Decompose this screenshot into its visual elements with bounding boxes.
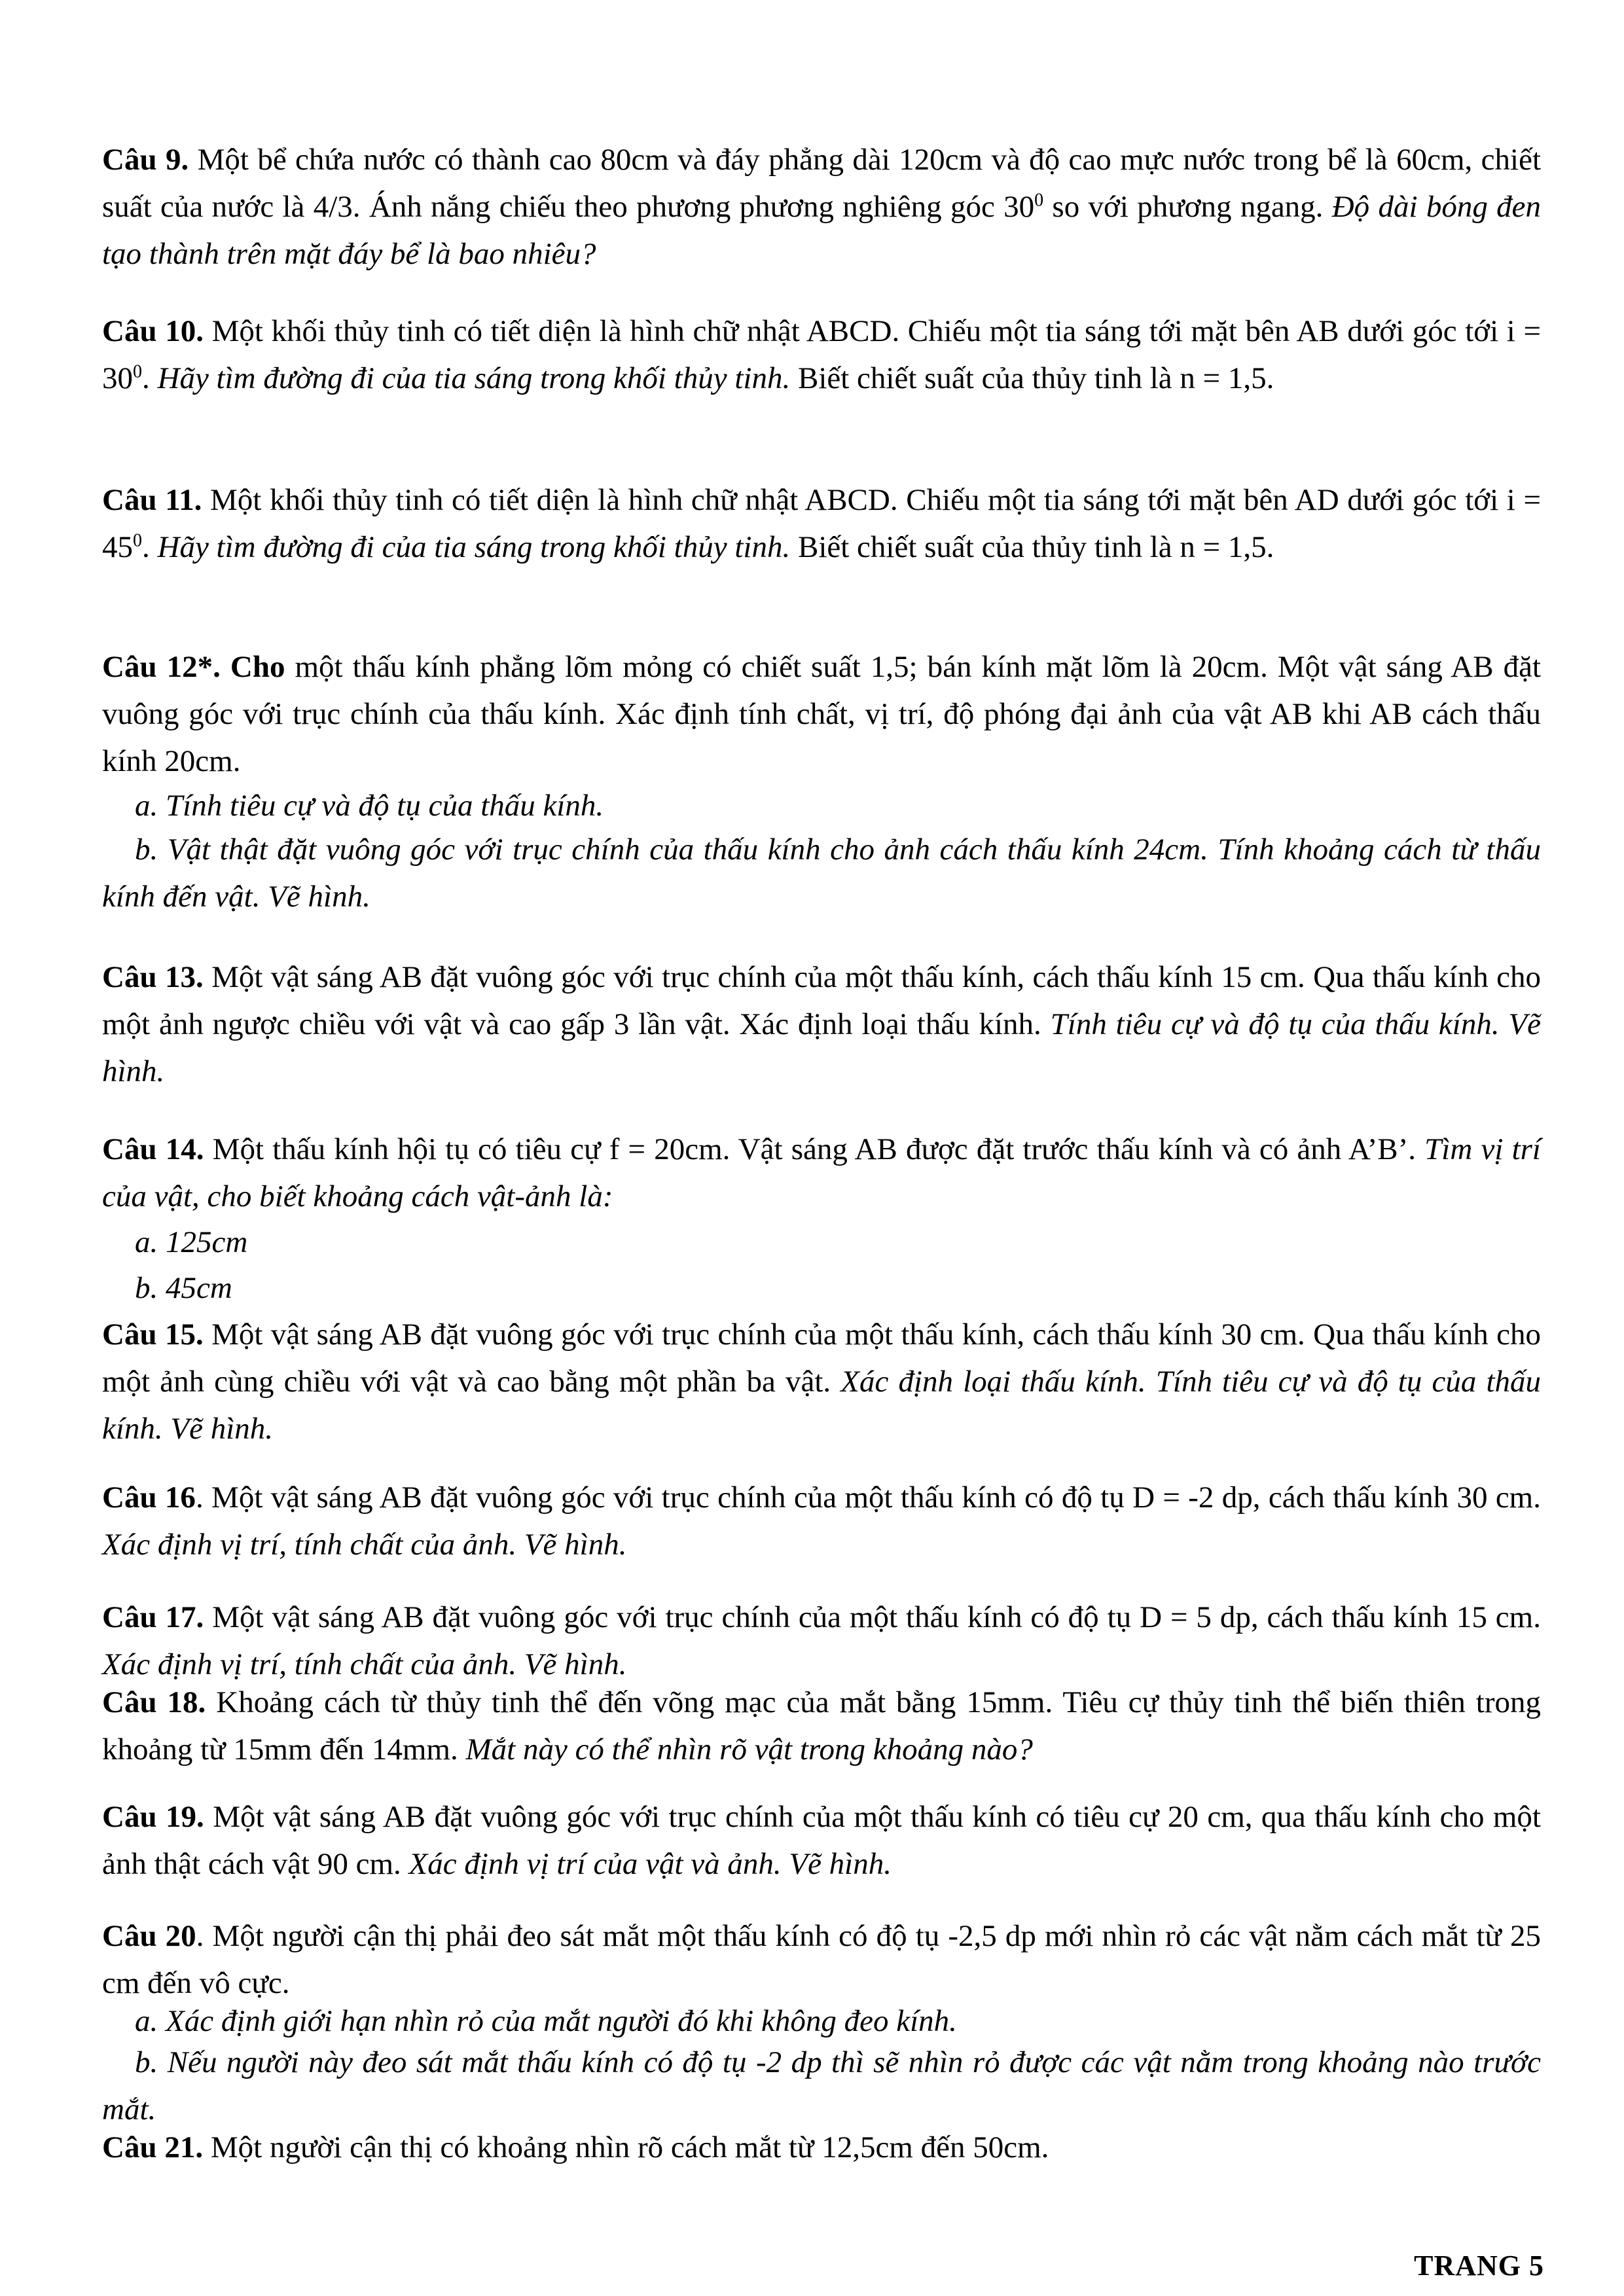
question-text: . Một vật sáng AB đặt vuông góc với trục chính của một thấu kính có độ tụ D = -2 dp, cách thấu kính 30 cm.: [195, 1480, 1541, 1515]
question-text: Một khối thủy tinh có tiết diện là hình chữ nhật ABCD. Chiếu một tia sáng tới mặt bên AD dưới góc tới i = 45: [102, 483, 1541, 564]
question-italic: Mắt này có thể nhìn rõ vật trong khoảng nào?: [465, 1732, 1033, 1767]
question-text: Một bể chứa nước có thành cao 80cm và đáy phẳng dài 120cm và độ cao mực nước trong bể là 60cm, chiết suất của nước là 4/3. Ánh nắng chiếu theo phương phương nghiêng góc 30: [102, 143, 1541, 224]
question-19: [102, 1793, 1541, 1888]
question-12-part-a: a. Tính tiêu cự và độ tụ của thấu kính.: [135, 789, 604, 823]
question-italic: Hãy tìm đường đi của tia sáng trong khối thủy tinh.: [157, 361, 791, 395]
question-italic: Độ dài bóng đen tạo thành trên mặt đáy bể là bao nhiêu?: [102, 190, 1541, 271]
question-label: Câu 16: [102, 1480, 196, 1515]
question-12-part-b: b. Vật thật đặt vuông góc với trục chính của thấu kính cho ảnh cách thấu kính 24cm. Tính khoảng cách từ thấu kính đến vật. Vẽ hình.: [102, 833, 1541, 914]
question-text: Một vật sáng AB đặt vuông góc với trục chính của một thấu kính có tiêu cự 20 cm, qua thấu kính cho một ảnh thật cách vật 90 cm.: [102, 1800, 1541, 1881]
question-10: [102, 308, 1541, 402]
question-9: [102, 136, 1541, 278]
question-label: Câu 18.: [102, 1685, 206, 1719]
question-15: [102, 1311, 1541, 1452]
question-label: Câu 15.: [102, 1318, 204, 1352]
question-text: Một vật sáng AB đặt vuông góc với trục chính của một thấu kính có độ tụ D = 5 dp, cách thấu kính 15 cm.: [204, 1600, 1541, 1634]
question-text-cont: .: [142, 361, 158, 395]
degree-superscript: 0: [1034, 190, 1044, 211]
question-text: Một vật sáng AB đặt vuông góc với trục chính của một thấu kính, cách thấu kính 15 cm. Qua thấu kính cho một ảnh ngược chiều với vật và cao gấp 3 lần vật. Xác định loại thấu kính.: [102, 960, 1541, 1041]
question-text-cont: .: [142, 530, 158, 564]
question-14-part-b: b. 45cm: [135, 1271, 232, 1305]
question-italic: Xác định vị trí, tính chất của ảnh. Vẽ hình.: [102, 1647, 627, 1681]
question-label: Câu 12*. Cho: [102, 650, 285, 684]
question-text-end: Biết chiết suất của thủy tinh là n = 1,5.: [790, 361, 1274, 395]
question-text: Khoảng cách từ thủy tinh thể đến võng mạc của mắt bằng 15mm. Tiêu cự thủy tinh thể biến thiên trong khoảng từ 15mm đến 14mm.: [102, 1685, 1541, 1767]
question-14-part-a: a. 125cm: [135, 1225, 248, 1259]
question-16: [102, 1474, 1541, 1568]
question-13: [102, 954, 1541, 1095]
question-14: [102, 1126, 1541, 1220]
question-label: Câu 14.: [102, 1132, 204, 1166]
question-label: Câu 9.: [102, 143, 189, 177]
question-text: Một khối thủy tinh có tiết diện là hình chữ nhật ABCD. Chiếu một tia sáng tới mặt bên AB dưới góc tới i = 30: [102, 314, 1541, 395]
question-label: Câu 17.: [102, 1600, 204, 1634]
question-text: Một người cận thị có khoảng nhìn rõ cách mắt từ 12,5cm đến 50cm.: [203, 2130, 1049, 2164]
question-text: Một vật sáng AB đặt vuông góc với trục chính của một thấu kính, cách thấu kính 30 cm. Qua thấu kính cho một ảnh cùng chiều với vật và cao bằng một phần ba vật.: [102, 1318, 1541, 1399]
question-label: Câu 21.: [102, 2130, 204, 2164]
question-12: [102, 643, 1541, 785]
page-number: TRANG 5: [1414, 2250, 1544, 2282]
question-20: [102, 1912, 1541, 2007]
question-italic: Hãy tìm đường đi của tia sáng trong khối thủy tinh.: [157, 530, 791, 564]
question-text-end: Biết chiết suất của thủy tinh là n = 1,5.: [790, 530, 1274, 564]
question-italic: Tính tiêu cự và độ tụ của thấu kính. Vẽ hình.: [102, 1007, 1542, 1088]
question-18: [102, 1679, 1541, 1773]
question-italic: Xác định vị trí, tính chất của ảnh. Vẽ hình.: [102, 1528, 627, 1562]
question-20-part-a: a. Xác định giới hạn nhìn rỏ của mắt người đó khi không đeo kính.: [135, 2004, 957, 2038]
question-text-cont: so với phương ngang.: [1043, 190, 1332, 224]
question-label: Câu 13.: [102, 960, 204, 994]
question-text: một thấu kính phẳng lõm mỏng có chiết suất 1,5; bán kính mặt lõm là 20cm. Một vật sáng AB đặt vuông góc với trục chính của thấu kính. Xác định tính chất, vị trí, độ phóng đại ảnh của vật AB khi AB cách thấu kính 20cm.: [102, 650, 1541, 778]
question-text: Một thấu kính hội tụ có tiêu cự f = 20cm. Vật sáng AB được đặt trước thấu kính và có ảnh A’B’.: [204, 1132, 1425, 1166]
question-label: Câu 20: [102, 1919, 196, 1953]
question-italic: Xác định loại thấu kính. Tính tiêu cự và độ tụ của thấu kính. Vẽ hình.: [102, 1365, 1541, 1446]
question-text: . Một người cận thị phải đeo sát mắt một thấu kính có độ tụ -2,5 dp mới nhìn rỏ các vật nằm cách mắt từ 25 cm đến vô cực.: [102, 1919, 1541, 2000]
question-17: [102, 1594, 1541, 1688]
question-label: Câu 10.: [102, 314, 204, 348]
question-italic: Xác định vị trí của vật và ảnh. Vẽ hình.: [408, 1847, 892, 1881]
degree-superscript: 0: [133, 361, 142, 382]
question-italic: Tìm vị trí của vật, cho biết khoảng cách vật-ảnh là:: [102, 1132, 1541, 1213]
question-20-part-b: b. Nếu người này đeo sát mắt thấu kính có độ tụ -2 dp thì sẽ nhìn rỏ được các vật nằm trong khoảng nào trước mắt.: [102, 2045, 1541, 2126]
question-label: Câu 11.: [102, 483, 202, 517]
question-label: Câu 19.: [102, 1800, 204, 1834]
degree-superscript: 0: [133, 530, 142, 551]
question-11: [102, 476, 1541, 571]
question-21: [102, 2124, 1541, 2171]
